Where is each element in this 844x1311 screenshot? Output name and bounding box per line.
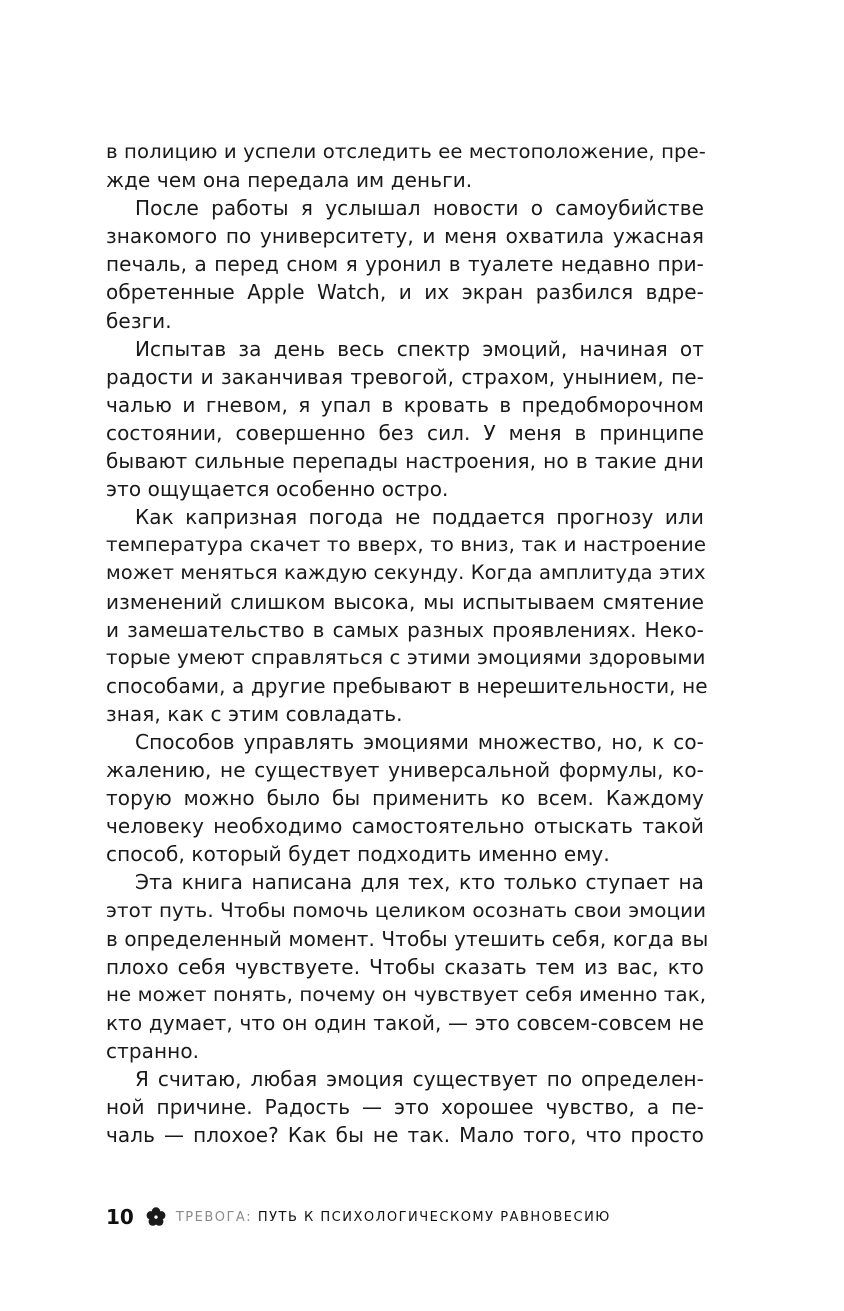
text-line: торую можно было бы применить ко всем. Каждому — [106, 786, 704, 811]
text-line: знакомого по университету, и меня охватила ужасная — [106, 224, 704, 249]
text-line: этот путь. Чтобы помочь целиком осознать свои эмоции — [106, 898, 707, 922]
text-line: температура скачет то вверх, то вниз, так и настроение — [106, 533, 707, 557]
text-line: в определенный момент. Чтобы утешить себя, когда вы — [106, 926, 709, 951]
text-line: состоянии, совершенно без сил. У меня в принципе — [106, 420, 704, 445]
text-line: кто думает, что он один такой, — это совсем-совсем не — [106, 1010, 704, 1035]
paragraph — [106, 335, 704, 504]
text-line: в полицию и успели отследить ее местоположение, пре- — [106, 140, 706, 163]
text-line: плохо себя чувствуете. Чтобы сказать тем из вас, кто — [106, 954, 704, 979]
paragraph — [106, 194, 704, 334]
text-line: Способов управлять эмоциями множество, но, к со- — [135, 729, 704, 754]
text-line: радости и заканчивая тревогой, страхом, унынием, пе- — [106, 364, 704, 389]
text-line: чаль — плохое? Как бы не так. Мало того, что просто — [106, 1123, 704, 1148]
text-line: Эта книга написана для тех, кто только ступает на — [135, 870, 704, 895]
text-line: Испытав за день весь спектр эмоций, начиная от — [135, 336, 704, 361]
running-title — [176, 1210, 611, 1225]
text-line: способ, который будет подходить именно ему. — [106, 842, 610, 867]
paragraph — [106, 138, 704, 194]
text-line: обретенные Apple Watch, и их экран разбился вдре- — [106, 280, 704, 305]
text-line: человеку необходимо самостоятельно отыскать такой — [106, 814, 704, 839]
paragraph — [106, 868, 709, 1065]
text-line: изменений слишком высока, мы испытываем смятение — [106, 589, 704, 614]
page-footer — [106, 1202, 611, 1232]
flower-icon — [145, 1206, 167, 1228]
text-line: жалению, не существует универсальной формулы, ко- — [106, 758, 704, 783]
text-line: и замешательство в самых разных проявлениях. Неко- — [106, 617, 704, 642]
page-number: 10 — [106, 1205, 134, 1229]
body-text — [106, 138, 709, 1149]
text-line: жде чем она передала им деньги. — [106, 168, 473, 193]
text-line: зная, как с этим совладать. — [106, 701, 403, 726]
text-line: не может понять, почему он чувствует себя именно так, — [106, 982, 707, 1006]
running-title-rest: ПУТЬ К ПСИХОЛОГИЧЕСКОМУ РАВНОВЕСИЮ — [257, 1209, 611, 1225]
text-line: Я считаю, любая эмоция существует по определен- — [135, 1067, 704, 1092]
text-line: странно. — [106, 1039, 200, 1063]
paragraph — [106, 728, 704, 868]
text-line: торые умеют справляться с этими эмоциями здоровыми — [106, 645, 706, 669]
text-line: После работы я услышал новости о самоубийстве — [135, 196, 704, 221]
paragraph — [106, 1065, 704, 1149]
text-line: печаль, а перед сном я уронил в туалете недавно при- — [106, 252, 704, 277]
text-line: чалью и гневом, я упал в кровать в предобморочном — [106, 392, 704, 417]
text-line: ной причине. Радость — это хорошее чувство, а пе- — [106, 1095, 704, 1120]
running-title-accent: ТРЕВОГА: — [175, 1209, 253, 1225]
text-line: Как капризная погода не поддается прогнозу или — [135, 505, 704, 530]
text-line: может меняться каждую секунду. Когда амплитуда этих — [106, 561, 706, 585]
text-line: это ощущается особенно остро. — [106, 477, 449, 502]
text-line: бывают сильные перепады настроения, но в такие дни — [106, 449, 704, 474]
text-line: безги. — [106, 308, 172, 333]
text-line: способами, а другие пребывают в нерешительности, не — [106, 673, 708, 698]
paragraph — [106, 503, 708, 728]
